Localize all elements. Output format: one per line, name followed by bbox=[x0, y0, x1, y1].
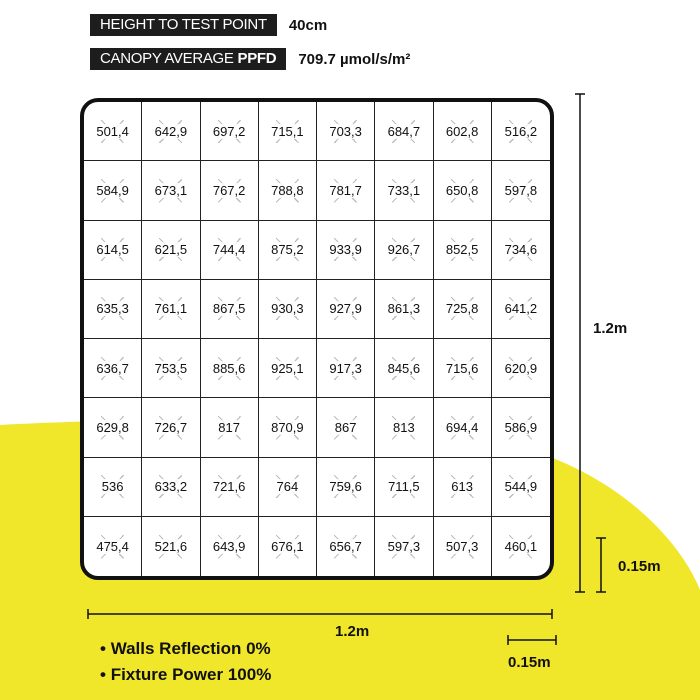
walls-reflection-note: • Walls Reflection 0% bbox=[100, 636, 271, 662]
notes-list bbox=[100, 636, 271, 688]
ppfd-value: 694,4 bbox=[445, 419, 479, 435]
ppfd-value: 597,8 bbox=[504, 182, 538, 198]
ppfd-label-bold: PPFD bbox=[237, 50, 277, 67]
ppfd-value: 536 bbox=[101, 479, 124, 495]
ppfd-value: 597,3 bbox=[387, 538, 421, 554]
ppfd-value: 507,3 bbox=[445, 538, 479, 554]
ppfd-value: 650,8 bbox=[445, 182, 479, 198]
ppfd-value: 614,5 bbox=[96, 242, 129, 258]
ppfd-value: 516,2 bbox=[504, 123, 538, 139]
ppfd-value: 602,8 bbox=[445, 123, 479, 139]
ppfd-value: 629,8 bbox=[96, 419, 129, 435]
ppfd-value: 726,7 bbox=[154, 419, 188, 435]
ppfd-value: 861,3 bbox=[387, 301, 421, 317]
ppfd-value: 460,1 bbox=[504, 538, 538, 554]
ppfd-value: 875,2 bbox=[271, 242, 304, 258]
ppfd-value: 620,9 bbox=[504, 360, 538, 376]
height-label: HEIGHT TO TEST POINT bbox=[90, 14, 277, 36]
ppfd-value: 781,7 bbox=[329, 182, 362, 198]
ppfd-value: 734,6 bbox=[504, 242, 538, 258]
ppfd-value: 715,6 bbox=[445, 360, 479, 376]
ppfd-value: 697,2 bbox=[212, 123, 246, 139]
ppfd-value: 817 bbox=[218, 419, 240, 435]
ppfd-value: 635,3 bbox=[96, 301, 129, 317]
ppfd-value: 885,6 bbox=[212, 360, 246, 376]
ppfd-value: 845,6 bbox=[387, 360, 421, 376]
ppfd-value: 767,2 bbox=[212, 182, 246, 198]
ppfd-value: 544,9 bbox=[504, 479, 538, 495]
ppfd-value: 867 bbox=[334, 419, 357, 435]
ppfd-value: 586,9 bbox=[504, 419, 538, 435]
ppfd-value: 917,3 bbox=[329, 360, 362, 376]
ppfd-value: 761,1 bbox=[154, 301, 188, 317]
ppfd-value: 926,7 bbox=[387, 242, 421, 258]
ppfd-value: 676,1 bbox=[271, 538, 304, 554]
grid-height-label: 1.2m bbox=[593, 320, 628, 337]
ppfd-value: 641,2 bbox=[504, 301, 538, 317]
ppfd-value: 788,8 bbox=[271, 182, 304, 198]
cell-height-label: 0.15m bbox=[618, 558, 661, 575]
cell-width-label: 0.15m bbox=[508, 654, 551, 671]
ppfd-value: 715,1 bbox=[271, 123, 304, 139]
grid-width-label: 1.2m bbox=[335, 623, 370, 640]
ppfd-label-prefix: CANOPY AVERAGE bbox=[100, 50, 234, 67]
ppfd-value: 927,9 bbox=[329, 301, 362, 317]
ppfd-value: 633,2 bbox=[154, 479, 188, 495]
ppfd-value: 621,5 bbox=[154, 242, 188, 258]
ppfd-value: 673,1 bbox=[154, 182, 188, 198]
ppfd-value: 711,5 bbox=[388, 479, 420, 495]
ppfd-value: 703,3 bbox=[329, 123, 362, 139]
ppfd-value: 636,7 bbox=[96, 360, 129, 376]
ppfd-value: 643,9 bbox=[212, 538, 246, 554]
ppfd-value: 721,6 bbox=[212, 479, 246, 495]
ppfd-value: 930,3 bbox=[271, 301, 304, 317]
ppfd-value: 744,4 bbox=[212, 242, 246, 258]
ppfd-value: 521,6 bbox=[154, 538, 188, 554]
ppfd-value: 709.7 µmol/s/m² bbox=[298, 50, 411, 68]
ppfd-value: 933,9 bbox=[329, 242, 362, 258]
ppfd-value: 867,5 bbox=[212, 301, 246, 317]
ppfd-value: 725,8 bbox=[445, 301, 479, 317]
ppfd-value: 584,9 bbox=[96, 182, 129, 198]
ppfd-value: 764 bbox=[276, 479, 299, 495]
ppfd-value: 925,1 bbox=[271, 360, 304, 376]
ppfd-value: 759,6 bbox=[329, 479, 362, 495]
ppfd-value: 642,9 bbox=[154, 123, 188, 139]
ppfd-value: 813 bbox=[393, 419, 415, 435]
ppfd-value: 656,7 bbox=[329, 538, 362, 554]
ppfd-value: 852,5 bbox=[445, 242, 479, 258]
fixture-power-note: • Fixture Power 100% bbox=[100, 662, 271, 688]
ppfd-value: 753,5 bbox=[154, 360, 188, 376]
ppfd-value: 613 bbox=[451, 479, 473, 495]
ppfd-value: 870,9 bbox=[271, 419, 304, 435]
ppfd-value: 684,7 bbox=[387, 123, 421, 139]
ppfd-value: 475,4 bbox=[96, 538, 129, 554]
height-value: 40cm bbox=[288, 16, 328, 34]
ppfd-value: 501,4 bbox=[96, 123, 129, 139]
ppfd-value: 733,1 bbox=[387, 182, 421, 198]
